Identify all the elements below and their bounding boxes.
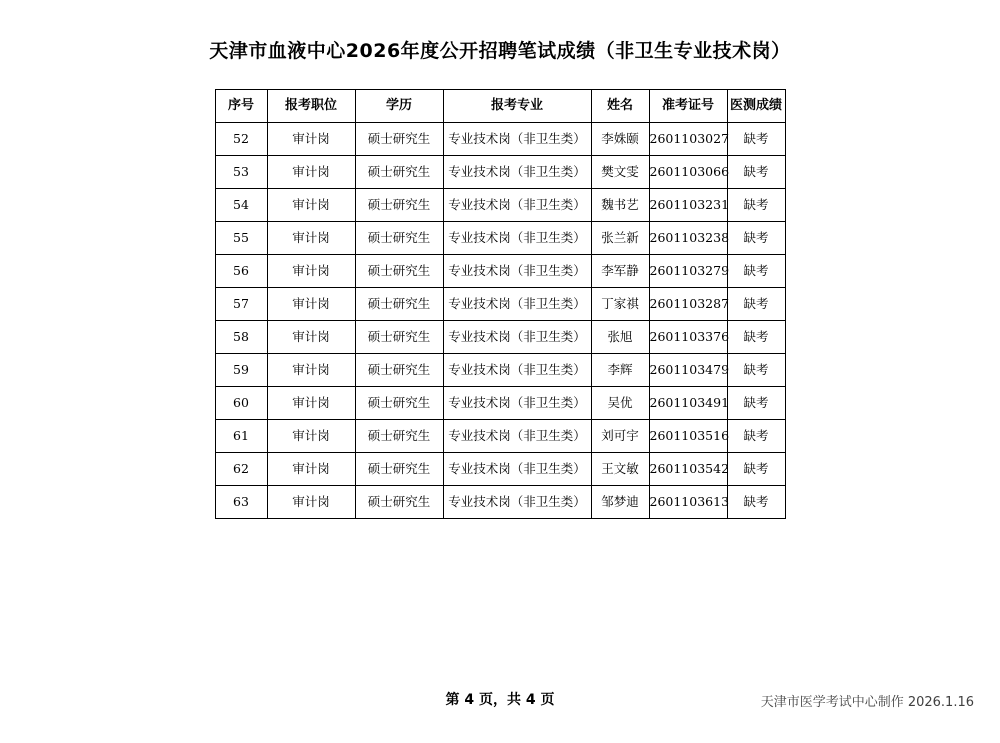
cell-index: 56 — [215, 255, 267, 288]
cell-ticket: 2601103287 — [649, 288, 727, 321]
cell-name: 张旭 — [591, 321, 649, 354]
cell-education: 硕士研究生 — [355, 156, 443, 189]
cell-major: 专业技术岗（非卫生类） — [443, 420, 591, 453]
cell-name: 李辉 — [591, 354, 649, 387]
cell-major: 专业技术岗（非卫生类） — [443, 486, 591, 519]
cell-position: 审计岗 — [267, 321, 355, 354]
cell-ticket: 2601103238 — [649, 222, 727, 255]
cell-score: 缺考 — [727, 321, 785, 354]
column-header-major: 报考专业 — [443, 90, 591, 123]
cell-index: 57 — [215, 288, 267, 321]
cell-name: 刘可宇 — [591, 420, 649, 453]
cell-name: 邹梦迪 — [591, 486, 649, 519]
cell-education: 硕士研究生 — [355, 420, 443, 453]
cell-ticket: 2601103516 — [649, 420, 727, 453]
cell-score: 缺考 — [727, 288, 785, 321]
cell-ticket: 2601103491 — [649, 387, 727, 420]
table-row — [215, 255, 785, 288]
cell-education: 硕士研究生 — [355, 486, 443, 519]
cell-position: 审计岗 — [267, 222, 355, 255]
page-footer — [0, 689, 1000, 729]
column-header-position: 报考职位 — [267, 90, 355, 123]
cell-position: 审计岗 — [267, 354, 355, 387]
cell-index: 55 — [215, 222, 267, 255]
cell-score: 缺考 — [727, 255, 785, 288]
cell-education: 硕士研究生 — [355, 123, 443, 156]
cell-position: 审计岗 — [267, 189, 355, 222]
table-row — [215, 123, 785, 156]
table-row — [215, 189, 785, 222]
cell-major: 专业技术岗（非卫生类） — [443, 156, 591, 189]
cell-position: 审计岗 — [267, 288, 355, 321]
table-row — [215, 354, 785, 387]
footer-producer: 天津市医学考试中心制作 2026.1.16 — [760, 695, 974, 710]
cell-index: 63 — [215, 486, 267, 519]
cell-name: 李军静 — [591, 255, 649, 288]
cell-ticket: 2601103027 — [649, 123, 727, 156]
column-header-ticket: 准考证号 — [649, 90, 727, 123]
cell-education: 硕士研究生 — [355, 453, 443, 486]
cell-name: 樊文雯 — [591, 156, 649, 189]
cell-score: 缺考 — [727, 453, 785, 486]
table-row — [215, 321, 785, 354]
document-page — [0, 36, 1000, 743]
cell-name: 吴优 — [591, 387, 649, 420]
cell-position: 审计岗 — [267, 156, 355, 189]
cell-ticket: 2601103231 — [649, 189, 727, 222]
table-row — [215, 420, 785, 453]
table-row — [215, 288, 785, 321]
cell-major: 专业技术岗（非卫生类） — [443, 321, 591, 354]
page-number: 第 4 页，共 4 页 — [445, 692, 555, 708]
cell-score: 缺考 — [727, 189, 785, 222]
table-row — [215, 486, 785, 519]
table-header-row — [215, 90, 785, 123]
cell-name: 王文敏 — [591, 453, 649, 486]
cell-score: 缺考 — [727, 354, 785, 387]
cell-score: 缺考 — [727, 387, 785, 420]
table-row — [215, 387, 785, 420]
cell-index: 61 — [215, 420, 267, 453]
cell-ticket: 2601103066 — [649, 156, 727, 189]
cell-score: 缺考 — [727, 420, 785, 453]
cell-position: 审计岗 — [267, 420, 355, 453]
cell-education: 硕士研究生 — [355, 387, 443, 420]
page-title: 天津市血液中心2026年度公开招聘笔试成绩（非卫生专业技术岗） — [209, 40, 791, 62]
score-table — [215, 89, 786, 519]
cell-position: 审计岗 — [267, 387, 355, 420]
cell-score: 缺考 — [727, 123, 785, 156]
cell-major: 专业技术岗（非卫生类） — [443, 222, 591, 255]
cell-education: 硕士研究生 — [355, 354, 443, 387]
cell-index: 62 — [215, 453, 267, 486]
cell-major: 专业技术岗（非卫生类） — [443, 387, 591, 420]
cell-name: 张兰新 — [591, 222, 649, 255]
column-header-education: 学历 — [355, 90, 443, 123]
cell-major: 专业技术岗（非卫生类） — [443, 288, 591, 321]
cell-ticket: 2601103376 — [649, 321, 727, 354]
table-row — [215, 453, 785, 486]
cell-education: 硕士研究生 — [355, 189, 443, 222]
cell-position: 审计岗 — [267, 255, 355, 288]
cell-score: 缺考 — [727, 486, 785, 519]
cell-major: 专业技术岗（非卫生类） — [443, 354, 591, 387]
cell-name: 魏书艺 — [591, 189, 649, 222]
column-header-name: 姓名 — [591, 90, 649, 123]
cell-ticket: 2601103542 — [649, 453, 727, 486]
cell-index: 53 — [215, 156, 267, 189]
cell-index: 58 — [215, 321, 267, 354]
cell-position: 审计岗 — [267, 453, 355, 486]
cell-name: 丁家祺 — [591, 288, 649, 321]
table-row — [215, 222, 785, 255]
column-header-score: 医测成绩 — [727, 90, 785, 123]
cell-education: 硕士研究生 — [355, 321, 443, 354]
cell-major: 专业技术岗（非卫生类） — [443, 453, 591, 486]
cell-ticket: 2601103279 — [649, 255, 727, 288]
cell-score: 缺考 — [727, 156, 785, 189]
cell-score: 缺考 — [727, 222, 785, 255]
table-body — [215, 123, 785, 519]
cell-index: 54 — [215, 189, 267, 222]
cell-education: 硕士研究生 — [355, 255, 443, 288]
cell-index: 59 — [215, 354, 267, 387]
table-row — [215, 156, 785, 189]
cell-index: 52 — [215, 123, 267, 156]
cell-name: 李姝颐 — [591, 123, 649, 156]
cell-position: 审计岗 — [267, 486, 355, 519]
column-header-index: 序号 — [215, 90, 267, 123]
score-table-container — [0, 89, 1000, 519]
cell-position: 审计岗 — [267, 123, 355, 156]
cell-education: 硕士研究生 — [355, 222, 443, 255]
cell-major: 专业技术岗（非卫生类） — [443, 123, 591, 156]
cell-education: 硕士研究生 — [355, 288, 443, 321]
cell-index: 60 — [215, 387, 267, 420]
cell-ticket: 2601103613 — [649, 486, 727, 519]
cell-major: 专业技术岗（非卫生类） — [443, 255, 591, 288]
cell-ticket: 2601103479 — [649, 354, 727, 387]
table-header — [215, 90, 785, 123]
cell-major: 专业技术岗（非卫生类） — [443, 189, 591, 222]
